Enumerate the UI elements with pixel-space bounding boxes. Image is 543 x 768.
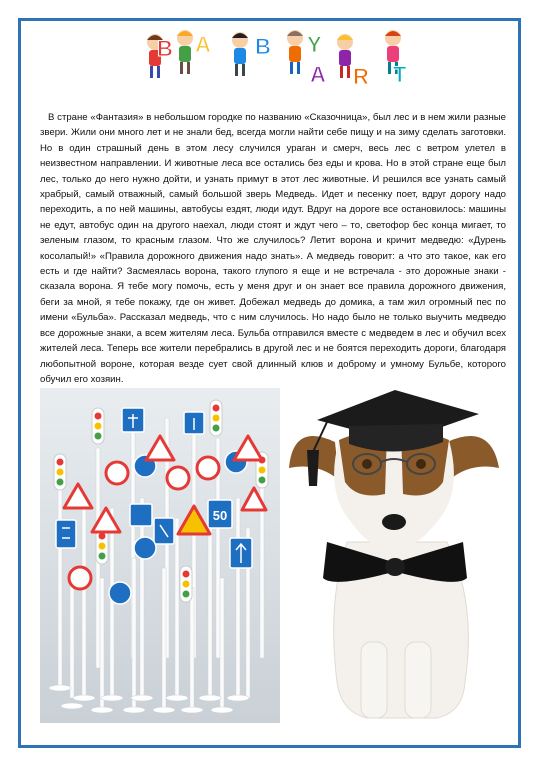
svg-text:B: B <box>157 36 173 61</box>
svg-text:B: B <box>255 34 271 59</box>
svg-text:R: R <box>353 64 369 88</box>
svg-text:A: A <box>310 62 326 87</box>
dog-graduate-photo <box>287 382 505 725</box>
svg-text:Y: Y <box>307 32 322 57</box>
sign-50-label: 50 <box>212 508 228 523</box>
svg-text:A: A <box>195 32 211 57</box>
story-text <box>40 110 506 387</box>
story-body: В стране «Фантазия» в небольшом городке по названию «Сказочница», был лес и в нем жили разные звери. Жили они много лет и не знали бед, всегда могли найти себе пищу и на зиму сделать заготовки. Но в один страшный день в этом лесу случился ураган и смерч, весь лес с ветром улетел в неизвестном направлении. И животные леса все остались без еды и крова. Но в этой стране еще был лес, только до него нужно дойти, и узнать примут в этот лес животные. И решился все узнать самый храбрый, самый отважный, самый большой зверь Медведь. Идет и песенку поет, вдруг дорогу надо переходить, а по ней машины, автобусы ездят, люди идут. Вдруг на дороге все остановилось: машины не едут, автобус один на другого наехал, люди стоят и ждут чего – то, светофор бес конца мигает, то зеленым глазом, то красным глазом. Что же случилось? Летит ворона и кричит медведю: «Дурень косолапый!» «Правила дорожного движения надо знать». А медведь говорит: а что это такое, как его есть и где найти? Засмеялась ворона, такого глупого я еще и не встречала - это дорожные знаки - сказала ворона. Я тебе могу помочь, есть у меня друг и он знает все правила дорожного движения, беги за мной, я тебе покажу, где он живет. Добежал медведь до домика, а там жил огромный пес по имени «Бульба». Рассказал медведь, что с ним случилось. Но надо было не только выучить медведю все дорожные знаки, а всем жителям леса. Бульба отправился вместе с медведем в лес и обучил всех жителей леса. Теперь все жители перебрались в другой лес и не боятся переходить дороги, благодаря любопытной вороне, которая везде сует свой длинный клюв и доброму и умному Бульбе, которого обучил его хозяин. <box>40 112 506 385</box>
svg-text:T: T <box>393 62 407 87</box>
road-signs-photo <box>40 388 280 723</box>
baby-art-logo <box>135 26 420 88</box>
